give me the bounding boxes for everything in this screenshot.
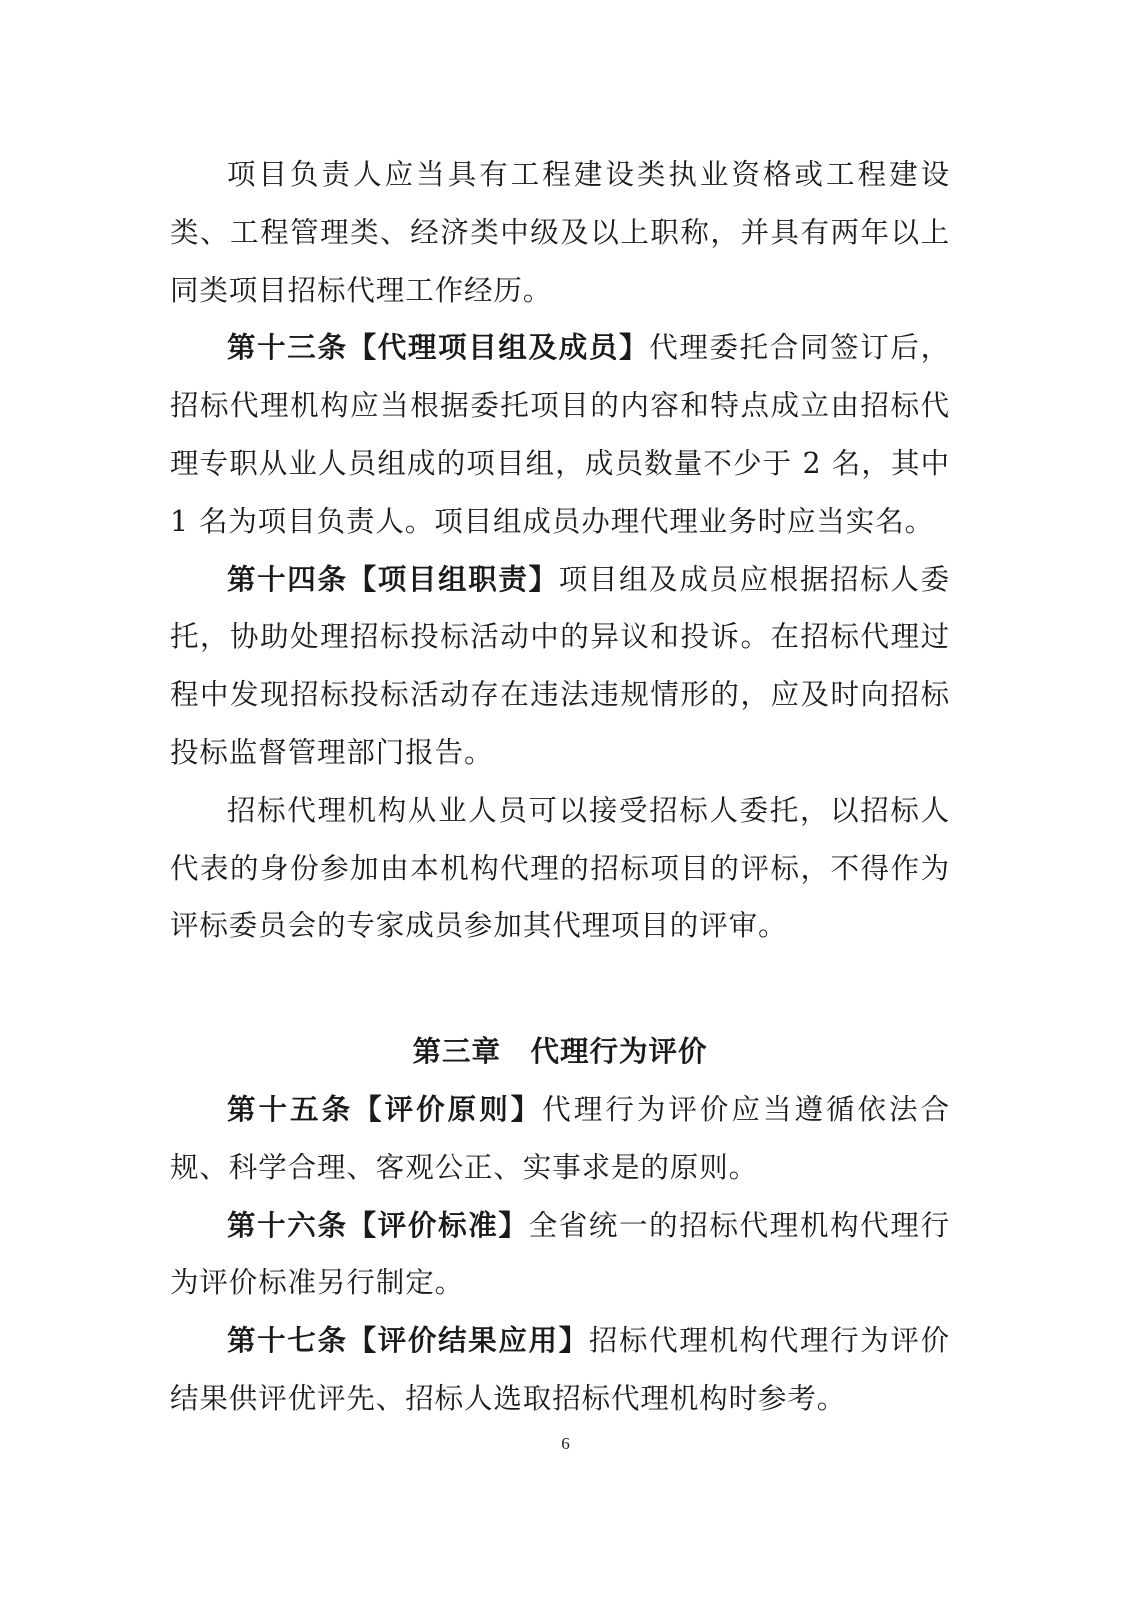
- article-heading: 第十五条【评价原则】: [227, 1092, 543, 1126]
- page-body: [170, 146, 950, 1428]
- article-text: 代理行为评价应当遵循依法合规、科学合理、客观公正、实事求是的原则。: [170, 1092, 950, 1184]
- paragraph-project-lead-qualification: [170, 146, 950, 319]
- article-14: [170, 551, 950, 782]
- page-number: 6: [561, 1434, 570, 1453]
- paragraph-text: 项目负责人应当具有工程建设类执业资格或工程建设类、工程管理类、经济类中级及以上职称，并具有两年以上同类项目招标代理工作经历。: [170, 158, 950, 307]
- paragraph-text: 招标代理机构从业人员可以接受招标人委托，以招标人代表的身份参加由本机构代理的招标项目的评标，不得作为评标委员会的专家成员参加其代理项目的评审。: [170, 793, 950, 943]
- chapter-title: 第三章 代理行为评价: [412, 1035, 708, 1069]
- article-15: [170, 1081, 950, 1197]
- paragraph-staff-representation: [170, 782, 950, 955]
- article-text: 招标代理机构代理行为评价结果供评优评先、招标人选取招标代理机构时参考。: [170, 1324, 950, 1415]
- article-text: 全省统一的招标代理机构代理行为评价标准另行制定。: [170, 1208, 950, 1300]
- article-heading: 第十六条【评价标准】: [227, 1208, 529, 1242]
- article-13: [170, 319, 950, 550]
- article-17: [170, 1312, 950, 1428]
- article-16: [170, 1197, 950, 1313]
- article-heading: 第十三条【代理项目组及成员】: [227, 331, 650, 365]
- article-text: 代理委托合同签订后，招标代理机构应当根据委托项目的内容和特点成立由招标代理专职从业人员组成的项目组，成员数量不少于 2 名，其中 1 名为项目负责人。项目组成员办理代理业务时应当实名。: [170, 331, 950, 538]
- article-heading: 第十四条【项目组职责】: [227, 562, 559, 596]
- article-heading: 第十七条【评价结果应用】: [227, 1324, 589, 1358]
- article-text: 项目组及成员应根据招标人委托，协助处理招标投标活动中的异议和投诉。在招标代理过程中发现招标投标活动存在违法违规情形的，应及时向招标投标监督管理部门报告。: [170, 562, 950, 769]
